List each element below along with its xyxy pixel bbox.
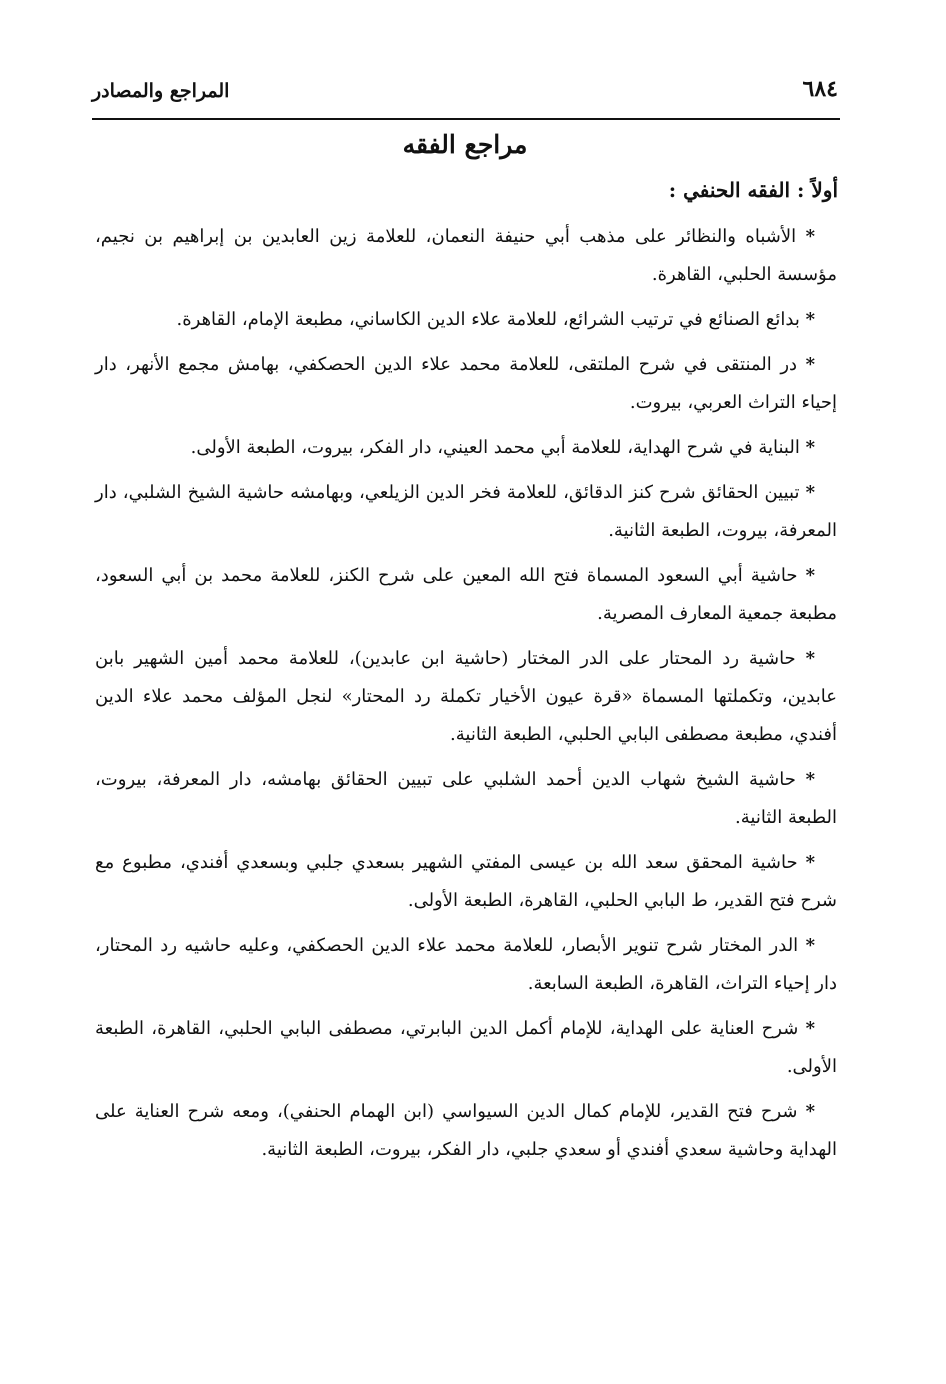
reference-entry (95, 927, 837, 1003)
reference-list (95, 218, 837, 1176)
page-header (92, 76, 838, 112)
reference-entry (95, 844, 837, 920)
reference-entry (95, 218, 837, 294)
bullet-star: * (805, 437, 815, 458)
reference-entry (95, 1010, 837, 1086)
bullet-star: * (805, 226, 815, 247)
bullet-star: * (805, 1018, 815, 1039)
header-rule (92, 118, 840, 120)
bullet-star: * (805, 482, 815, 503)
section-title: مراجع الفقه (402, 130, 528, 159)
entry-text: حاشية أبي السعود المسماة فتح الله المعين على شرح الكنز، للعلامة محمد بن أبي السعود، مطبعة جمعية المعارف المصرية. (95, 565, 837, 624)
bullet-star: * (805, 935, 815, 956)
entry-text: حاشية المحقق سعد الله بن عيسى المفتي الشهير بسعدي جلبي وبسعدي أفندي، مطبوع مع شرح فتح القدير، ط البابي الحلبي، القاهرة، الطبعة الأولى. (95, 852, 837, 911)
entry-text: الدر المختار شرح تنوير الأبصار، للعلامة محمد علاء الدين الحصكفي، وعليه حاشيه رد المحتار، دار إحياء التراث، القاهرة، الطبعة السابعة. (95, 935, 837, 994)
entry-text: الأشباه والنظائر على مذهب أبي حنيفة النعمان، للعلامة زين العابدين بن إبراهيم بن نجيم، مؤسسة الحلبي، القاهرة. (95, 226, 837, 285)
reference-entry (95, 301, 837, 339)
entry-text: شرح فتح القدير، للإمام كمال الدين السيواسي (ابن الهمام الحنفي)، ومعه شرح العناية على الهداية وحاشية سعدي أفندي أو سعدي جلبي، دار الفكر، بيروت، الطبعة الثانية. (95, 1101, 837, 1160)
subheading-hanafi: أولاً : الفقه الحنفي : (668, 178, 838, 202)
entry-text: تبيين الحقائق شرح كنز الدقائق، للعلامة فخر الدين الزيلعي، وبهامشه حاشية الشيخ الشلبي، دار المعرفة، بيروت، الطبعة الثانية. (95, 482, 837, 541)
bullet-star: * (805, 309, 815, 330)
running-title: المراجع والمصادر (92, 80, 230, 102)
bullet-star: * (805, 354, 815, 375)
bullet-star: * (805, 648, 815, 669)
entry-text: شرح العناية على الهداية، للإمام أكمل الدين البابرتي، مصطفى البابي الحلبي، القاهرة، الطبعة الأولى. (95, 1018, 837, 1077)
reference-entry (95, 557, 837, 633)
reference-entry (95, 346, 837, 422)
bullet-star: * (805, 852, 815, 873)
bullet-star: * (805, 1101, 815, 1122)
reference-entry (95, 640, 837, 754)
reference-entry (95, 474, 837, 550)
reference-entry (95, 761, 837, 837)
reference-entry (95, 1093, 837, 1169)
entry-text: حاشية الشيخ شهاب الدين أحمد الشلبي على تبيين الحقائق بهامشه، دار المعرفة، بيروت، الطبعة الثانية. (95, 769, 837, 828)
entry-text: البناية في شرح الهداية، للعلامة أبي محمد العيني، دار الفكر، بيروت، الطبعة الأولى. (190, 437, 800, 458)
reference-entry (95, 429, 837, 467)
page-number: ٦٨٤ (802, 76, 838, 102)
entry-text: در المنتقى في شرح الملتقى، للعلامة محمد علاء الدين الحصكفي، بهامش مجمع الأنهر، دار إحياء التراث العربي، بيروت. (95, 354, 837, 413)
bullet-star: * (805, 769, 815, 790)
entry-text: بدائع الصنائع في ترتيب الشرائع، للعلامة علاء الدين الكاساني، مطبعة الإمام، القاهرة. (176, 309, 800, 330)
bullet-star: * (805, 565, 815, 586)
entry-text: حاشية رد المحتار على الدر المختار (حاشية ابن عابدين)، للعلامة محمد أمين الشهير بابن عابدين، وتكملتها المسماة «قرة عيون الأخيار تكملة رد المحتار» لنجل المؤلف محمد علاء الدين أفندي، مطبعة مصطفى البابي الحلبي، الطبعة الثانية. (95, 648, 837, 745)
